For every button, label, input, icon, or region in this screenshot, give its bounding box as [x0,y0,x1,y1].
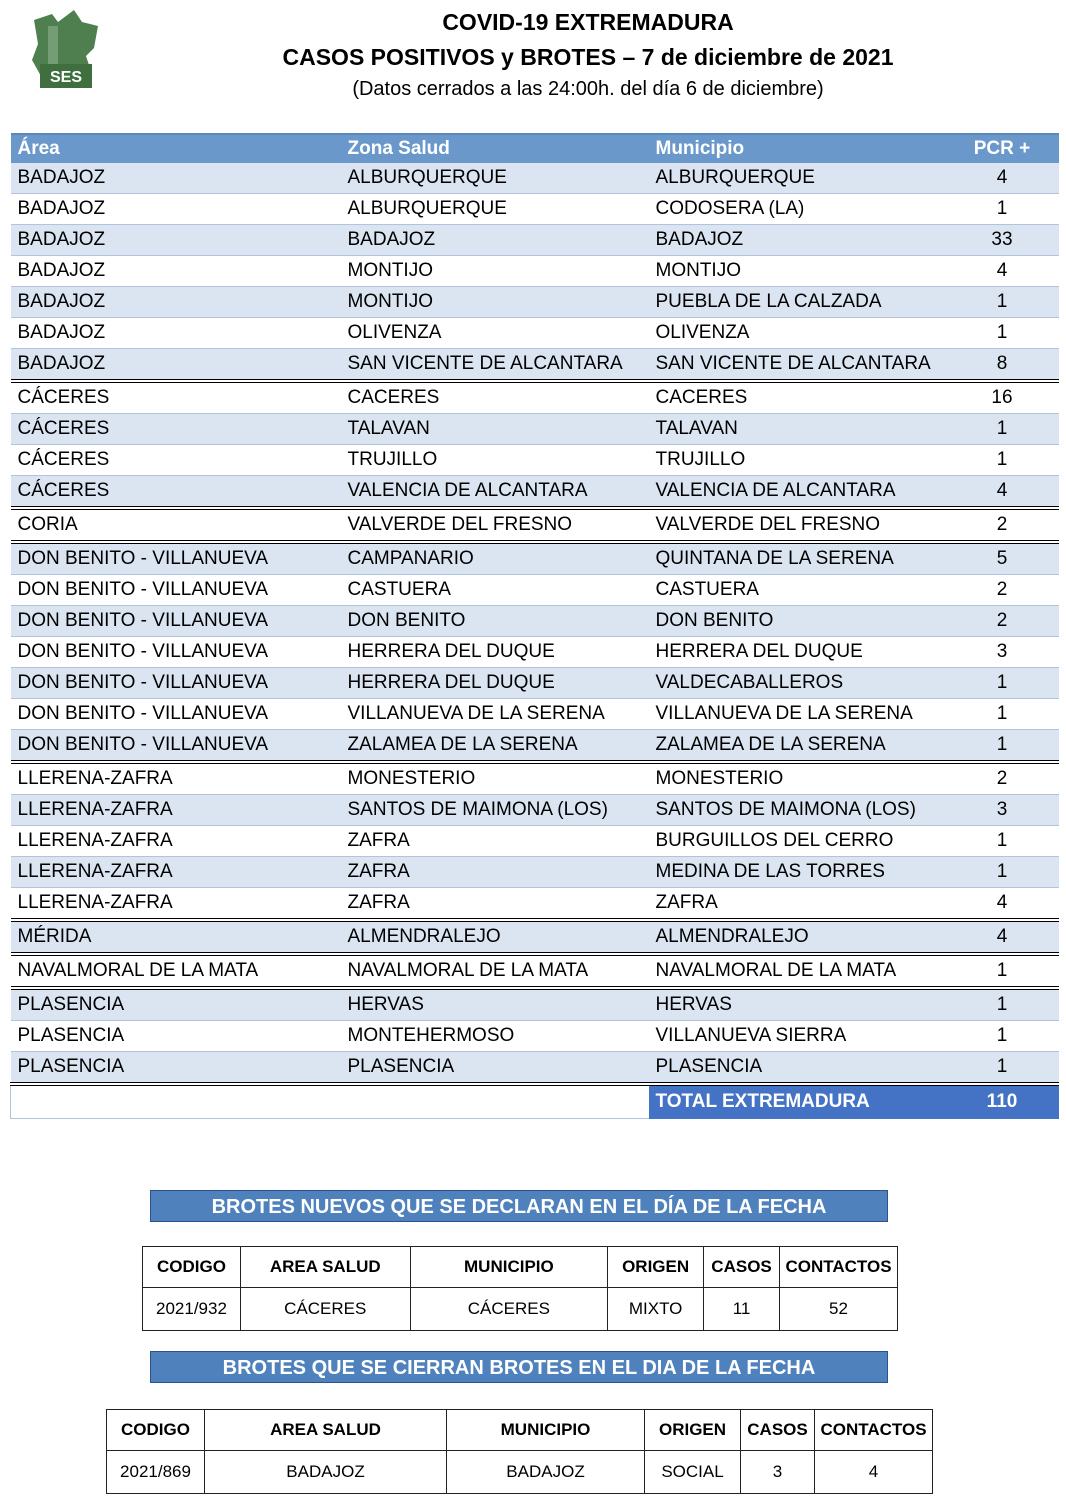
data-note: (Datos cerrados a las 24:00h. del día 6 de diciembre) [352,78,824,100]
cell-zona-salud: TRUJILLO [341,445,649,476]
table-row [11,163,1059,194]
cell-zona-salud: VALVERDE DEL FRESNO [341,508,649,542]
col-municipio: MUNICIPIO [447,1410,645,1451]
cell-area: DON BENITO - VILLANUEVA [11,699,341,730]
cell-area: MÉRIDA [11,920,341,954]
cell-municipio: QUINTANA DE LA SERENA [649,542,946,575]
cell-zona-salud: CACERES [341,381,649,414]
cell-zona-salud: HERVAS [341,988,649,1021]
table-row [11,888,1059,921]
cell-municipio: ALBURQUERQUE [649,163,946,194]
cell-origen: SOCIAL [645,1451,741,1494]
casos-header-row [11,134,1059,163]
cell-pcr: 4 [946,920,1059,954]
cell-pcr: 2 [946,575,1059,606]
col-contactos: CONTACTOS [780,1247,898,1288]
cell-zona-salud: PLASENCIA [341,1052,649,1085]
col-area-salud: AREA SALUD [240,1247,410,1288]
cell-area: BADAJOZ [11,163,341,194]
cell-zona-salud: ZAFRA [341,826,649,857]
cell-municipio: NAVALMORAL DE LA MATA [649,954,946,988]
table-row [11,318,1059,349]
col-codigo: CODIGO [107,1410,205,1451]
cell-municipio: BADAJOZ [649,225,946,256]
cell-area-salud: BADAJOZ [205,1451,447,1494]
total-row [11,1084,1059,1119]
table-row [11,542,1059,575]
table-row [11,826,1059,857]
ses-logo-graphic [24,8,104,92]
cell-municipio: CODOSERA (LA) [649,194,946,225]
brotes-cerrados-header-row [107,1410,933,1451]
cell-municipio: CACERES [649,381,946,414]
cell-area: BADAJOZ [11,225,341,256]
cell-zona-salud: SAN VICENTE DE ALCANTARA [341,349,649,382]
table-row [11,1021,1059,1052]
cell-municipio: MONTIJO [649,256,946,287]
cell-zona-salud: ALMENDRALEJO [341,920,649,954]
cell-area: BADAJOZ [11,318,341,349]
cell-area: CÁCERES [11,414,341,445]
cell-area: PLASENCIA [11,988,341,1021]
cell-zona-salud: ALBURQUERQUE [341,194,649,225]
table-row [11,476,1059,509]
col-casos: CASOS [741,1410,815,1451]
cell-pcr: 1 [946,287,1059,318]
cell-pcr: 1 [946,826,1059,857]
cell-pcr: 16 [946,381,1059,414]
cell-pcr: 4 [946,163,1059,194]
table-row [11,225,1059,256]
casos-table [10,133,1059,1119]
cell-zona-salud: MONESTERIO [341,762,649,795]
table-row [11,762,1059,795]
table-row [11,194,1059,225]
col-contactos: CONTACTOS [815,1410,933,1451]
brotes-nuevos-title: BROTES NUEVOS QUE SE DECLARAN EN EL DÍA DE LA FECHA [150,1190,888,1222]
total-value: 110 [946,1084,1059,1119]
table-row [11,287,1059,318]
total-row-spacer [11,1084,649,1119]
cell-contactos: 4 [815,1451,933,1494]
cell-contactos: 52 [780,1288,898,1331]
cell-area: LLERENA-ZAFRA [11,888,341,921]
cell-area: LLERENA-ZAFRA [11,826,341,857]
cell-municipio: DON BENITO [649,606,946,637]
table-row [11,920,1059,954]
cell-municipio: SAN VICENTE DE ALCANTARA [649,349,946,382]
brotes-cerrados-table [106,1409,933,1494]
cell-municipio: VALVERDE DEL FRESNO [649,508,946,542]
table-row [11,445,1059,476]
cell-pcr: 1 [946,194,1059,225]
casos-body [11,163,1059,1119]
table-row [11,349,1059,382]
cell-pcr: 3 [946,795,1059,826]
table-row [11,381,1059,414]
cell-pcr: 1 [946,730,1059,763]
cell-casos: 3 [741,1451,815,1494]
cell-pcr: 1 [946,414,1059,445]
col-municipio: Municipio [649,134,946,163]
table-row [11,256,1059,287]
cell-zona-salud: ZALAMEA DE LA SERENA [341,730,649,763]
cell-municipio: CÁCERES [410,1288,608,1331]
col-municipio: MUNICIPIO [410,1247,608,1288]
cell-municipio: ZAFRA [649,888,946,921]
table-row [11,637,1059,668]
cell-pcr: 1 [946,445,1059,476]
table-row [11,730,1059,763]
col-area: Área [11,134,341,163]
cell-pcr: 1 [946,954,1059,988]
cell-pcr: 2 [946,762,1059,795]
cell-municipio: PUEBLA DE LA CALZADA [649,287,946,318]
cell-codigo: 2021/932 [143,1288,241,1331]
logo-text: SES [49,69,83,86]
cell-municipio: ALMENDRALEJO [649,920,946,954]
cell-municipio: TALAVAN [649,414,946,445]
cell-municipio: PLASENCIA [649,1052,946,1085]
table-row [11,1052,1059,1085]
cell-zona-salud: SANTOS DE MAIMONA (LOS) [341,795,649,826]
table-row [11,795,1059,826]
col-zona-salud: Zona Salud [341,134,649,163]
cell-pcr: 8 [946,349,1059,382]
cell-zona-salud: OLIVENZA [341,318,649,349]
cell-area-salud: CÁCERES [240,1288,410,1331]
table-row [11,575,1059,606]
cell-area: CORIA [11,508,341,542]
cell-area: CÁCERES [11,381,341,414]
table-row [11,508,1059,542]
page-title: COVID-19 EXTREMADURA [442,9,734,35]
cell-pcr: 1 [946,318,1059,349]
cell-zona-salud: HERRERA DEL DUQUE [341,637,649,668]
cell-area: DON BENITO - VILLANUEVA [11,606,341,637]
cell-area: CÁCERES [11,445,341,476]
cell-pcr: 33 [946,225,1059,256]
cell-zona-salud: DON BENITO [341,606,649,637]
cell-area: DON BENITO - VILLANUEVA [11,730,341,763]
col-origen: ORIGEN [645,1410,741,1451]
cell-pcr: 2 [946,508,1059,542]
cell-municipio: SANTOS DE MAIMONA (LOS) [649,795,946,826]
col-casos: CASOS [704,1247,780,1288]
brotes-cerrados-title: BROTES QUE SE CIERRAN BROTES EN EL DIA DE LA FECHA [150,1351,888,1383]
cell-area: PLASENCIA [11,1052,341,1085]
table-row [11,606,1059,637]
table-row [11,988,1059,1021]
cell-casos: 11 [704,1288,780,1331]
cell-zona-salud: MONTIJO [341,287,649,318]
cell-area: BADAJOZ [11,349,341,382]
col-pcr: PCR + [946,134,1059,163]
cell-pcr: 1 [946,699,1059,730]
cell-pcr: 1 [946,668,1059,699]
col-codigo: CODIGO [143,1247,241,1288]
cell-area: CÁCERES [11,476,341,509]
cell-municipio: ZALAMEA DE LA SERENA [649,730,946,763]
cell-pcr: 4 [946,476,1059,509]
cell-pcr: 1 [946,1021,1059,1052]
cell-zona-salud: MONTEHERMOSO [341,1021,649,1052]
cell-municipio: VILLANUEVA DE LA SERENA [649,699,946,730]
cell-municipio: VILLANUEVA SIERRA [649,1021,946,1052]
cell-area: DON BENITO - VILLANUEVA [11,575,341,606]
col-area-salud: AREA SALUD [205,1410,447,1451]
cell-origen: MIXTO [608,1288,704,1331]
cell-area: LLERENA-ZAFRA [11,857,341,888]
cell-pcr: 4 [946,256,1059,287]
table-row [11,699,1059,730]
cell-area: DON BENITO - VILLANUEVA [11,668,341,699]
cell-area: LLERENA-ZAFRA [11,762,341,795]
cell-municipio: HERRERA DEL DUQUE [649,637,946,668]
cell-area: BADAJOZ [11,287,341,318]
cell-pcr: 3 [946,637,1059,668]
cell-zona-salud: MONTIJO [341,256,649,287]
table-row [143,1288,898,1331]
table-row [107,1451,933,1494]
cell-municipio: VALDECABALLEROS [649,668,946,699]
cell-area: DON BENITO - VILLANUEVA [11,542,341,575]
cell-municipio: BADAJOZ [447,1451,645,1494]
cell-pcr: 1 [946,1052,1059,1085]
cell-area: BADAJOZ [11,256,341,287]
cell-zona-salud: ZAFRA [341,857,649,888]
cell-area: PLASENCIA [11,1021,341,1052]
cell-pcr: 4 [946,888,1059,921]
cell-zona-salud: VILLANUEVA DE LA SERENA [341,699,649,730]
table-row [11,954,1059,988]
brotes-nuevos-header-row [143,1247,898,1288]
cell-municipio: MEDINA DE LAS TORRES [649,857,946,888]
cell-municipio: BURGUILLOS DEL CERRO [649,826,946,857]
cell-area: BADAJOZ [11,194,341,225]
cell-municipio: MONESTERIO [649,762,946,795]
brotes-nuevos-table [142,1246,898,1331]
cell-zona-salud: BADAJOZ [341,225,649,256]
cell-zona-salud: CAMPANARIO [341,542,649,575]
cell-area: DON BENITO - VILLANUEVA [11,637,341,668]
cell-zona-salud: NAVALMORAL DE LA MATA [341,954,649,988]
total-label: TOTAL EXTREMADURA [649,1084,946,1119]
cell-zona-salud: CASTUERA [341,575,649,606]
cell-municipio: TRUJILLO [649,445,946,476]
cell-zona-salud: HERRERA DEL DUQUE [341,668,649,699]
cell-pcr: 2 [946,606,1059,637]
cell-pcr: 5 [946,542,1059,575]
cell-pcr: 1 [946,857,1059,888]
cell-municipio: CASTUERA [649,575,946,606]
ses-logo [24,8,104,92]
page-subtitle: CASOS POSITIVOS y BROTES – 7 de diciembre de 2021 [282,44,894,70]
cell-codigo: 2021/869 [107,1451,205,1494]
cell-area: LLERENA-ZAFRA [11,795,341,826]
cell-zona-salud: TALAVAN [341,414,649,445]
cell-municipio: VALENCIA DE ALCANTARA [649,476,946,509]
cell-zona-salud: VALENCIA DE ALCANTARA [341,476,649,509]
cell-zona-salud: ZAFRA [341,888,649,921]
cell-pcr: 1 [946,988,1059,1021]
cell-zona-salud: ALBURQUERQUE [341,163,649,194]
table-row [11,857,1059,888]
cell-municipio: OLIVENZA [649,318,946,349]
table-row [11,414,1059,445]
cell-area: NAVALMORAL DE LA MATA [11,954,341,988]
table-row [11,668,1059,699]
col-origen: ORIGEN [608,1247,704,1288]
cell-municipio: HERVAS [649,988,946,1021]
